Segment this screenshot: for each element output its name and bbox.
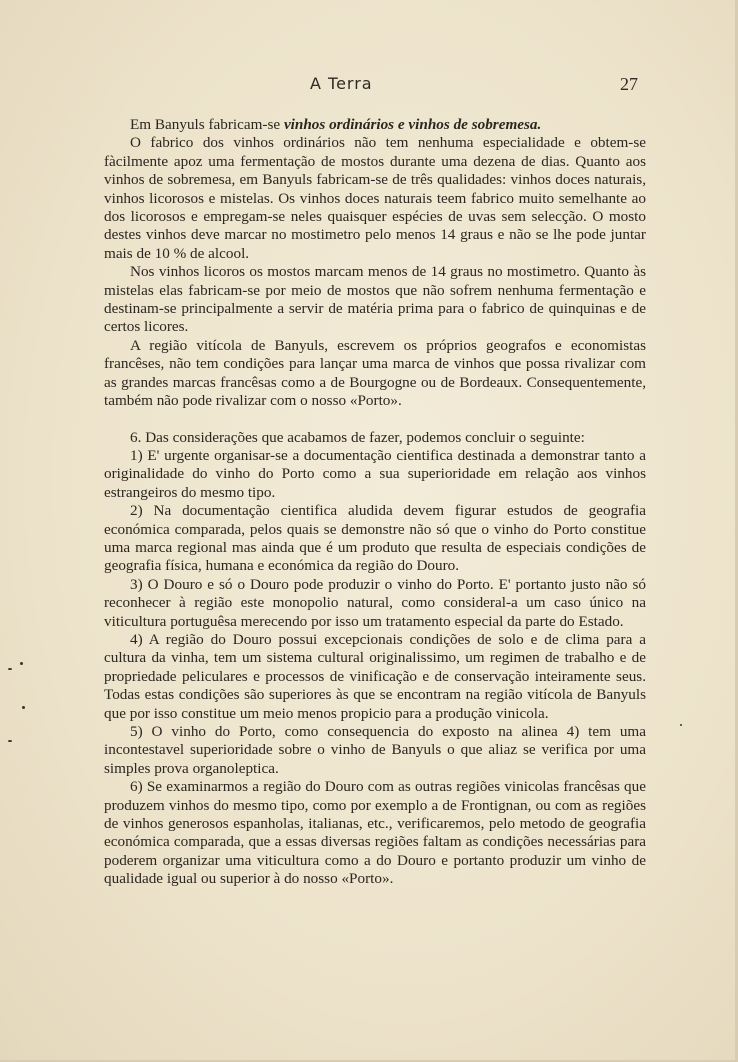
paragraph-licorous-wines: Nos vinhos licoros os mostos marcam menos de 14 graus no mostimetro. Quanto às mistelas elas fabricam-se por meio de mostos que não sofrem nenhuma fermentação e destinam-se principalmente a servir de matéria prima para o fabrico de quinquinas e de certos licores. xyxy=(104,263,646,336)
page-number: 27 xyxy=(620,74,638,94)
conclusion-item-5: 5) O vinho do Porto, como consequencia do exposto na alinea 4) tem uma incontestavel superioridade sobre o vinho de Banyuls o que aliaz se verifica por uma simples prova organoleptica. xyxy=(104,723,646,777)
running-title: A Terra xyxy=(310,74,373,93)
ink-speck xyxy=(20,662,23,665)
paragraph-banyuls-region: A região vitícola de Banyuls, escrevem os próprios geografos e economistas francêses, não tem condições para lançar uma marca de vinhos que possa rivalizar com as grandes marcas francêsas como a de Bourgogne ou de Bordeaux. Consequentemente, também não pode rivalizar com o nosso «Porto». xyxy=(104,336,646,410)
conclusion-intro: 6. Das considerações que acabamos de fazer, podemos concluir o seguinte: xyxy=(130,428,585,446)
emphasis-wine-types: vinhos ordinários e vinhos de sobremesa. xyxy=(283,116,542,133)
ink-speck xyxy=(22,706,25,709)
conclusion-item-1: 1) E' urgente organisar-se a documentação cientifica destinada a demonstrar tanto a originalidade do vinho do Porto como a sua superioridade em relação aos vinhos estrangeiros do mesmo tipo. xyxy=(104,446,646,501)
conclusion-item-4: 4) A região do Douro possui excepcionais condições de solo e de clima para a cultura da vinha, tem um sistema cultural originalissimo, um regimen de trabalho e de propriedade peliculares e processos de vinificação e de conservação inteiramente seus. Todas estas condições são superiores às que se encontram na região vitícola de Banyuls que por isso constitue um meio menos propicio para a produção vinicola. xyxy=(104,630,646,722)
ink-speck xyxy=(680,724,682,726)
running-head xyxy=(0,74,738,98)
conclusion-item-6: 6) Se examinarmos a região do Douro com as outras regiões vinicolas francêsas que produzem vinhos do mesmo tipo, como por exemplo a de Frontignan, ou com as regiões de vinhos generosos espanholas, italianas, etc., verificaremos, pelo metodo de geografia económica comparada, que a essas diversas regiões faltam as condições necessárias para poderem organizar uma viticultura como a do Douro e portanto produzir um vinho de qualidade igual ou superior à do nosso «Porto». xyxy=(104,778,646,888)
paragraph-ordinary-wines: O fabrico dos vinhos ordinários não tem nenhuma especialidade e obtem-se fàcilmente apoz uma fermentação de mostos durante uma dezena de dias. Quanto aos vinhos de sobremesa, em Banyuls fabricam-se de três qualidades: vinhos doces naturais, vinhos licorosos e mistelas. Os vinhos doces naturais teem fabrico muito semelhante ao dos licorosos e empregam-se neles quaisquer espécies de uvas sem selecção. O mosto destes vinhos deve marcar no mostimetro pelo menos 14 graus e não se lhe pode juntar mais de 10 % de alcool. xyxy=(104,134,646,262)
paragraph-lead-text: Em Banyuls fabricam-se xyxy=(130,116,284,133)
body-text xyxy=(104,116,646,889)
conclusion-item-2: 2) Na documentação cientifica aludida devem figurar estudos de geografia económica comparada, pelos quais se demonstre não só que o vinho do Porto constitue uma marca regional mas ainda que é um produto que resulta de especiais condições de geografia física, humana e económica da região do Douro. xyxy=(104,502,646,575)
ink-speck xyxy=(8,740,12,742)
ink-speck xyxy=(8,668,12,670)
conclusion-item-3: 3) O Douro e só o Douro pode produzir o vinho do Porto. E' portanto justo não só reconhecer à região este monopolio natural, como consideral-a um caso único na viticultura portuguêsa merecendo por isso um tratamento especial da parte do Estado. xyxy=(104,575,646,630)
paragraph-banyuls-intro xyxy=(104,116,646,134)
